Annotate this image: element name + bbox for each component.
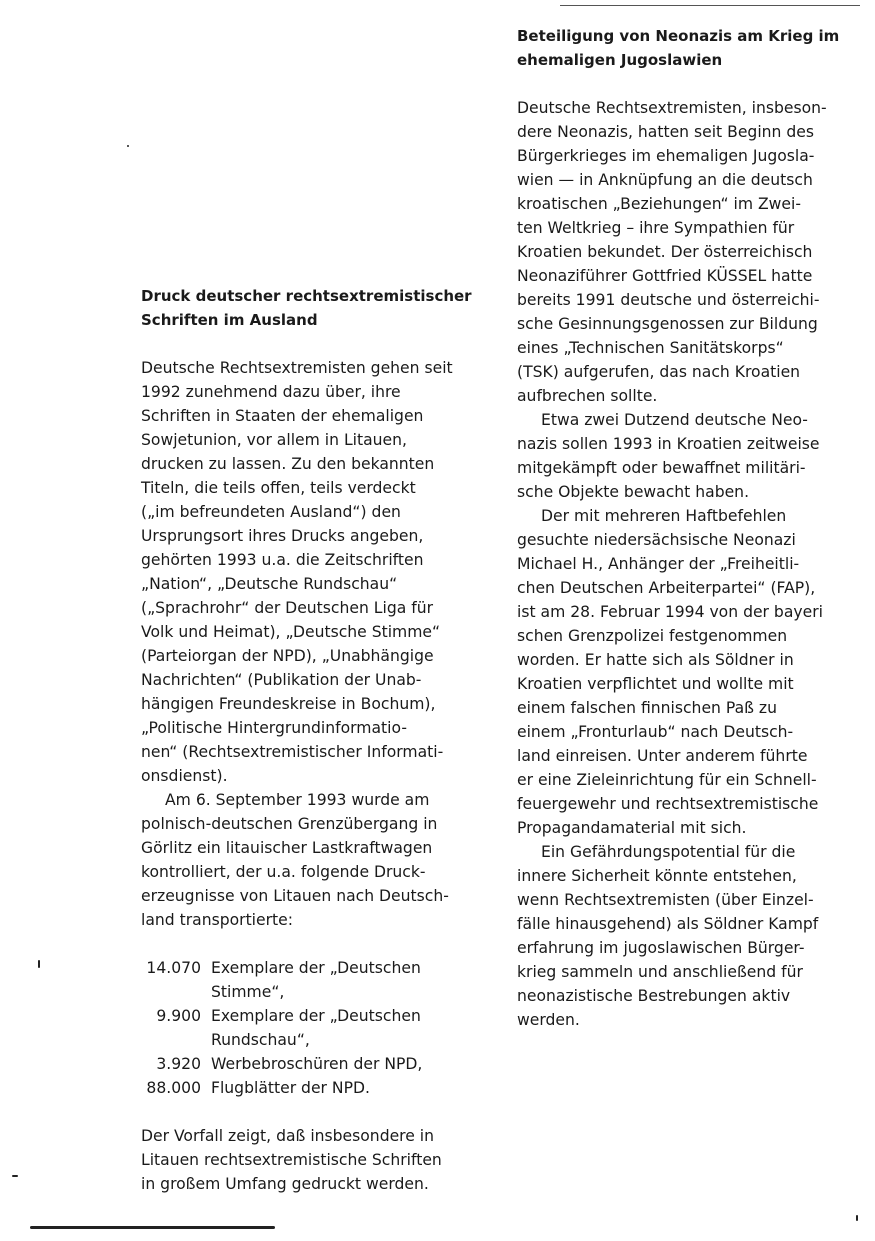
- text-line: innere Sicherheit könnte entstehen,: [517, 867, 797, 885]
- quantity: 9.900: [156, 1007, 201, 1025]
- list-item: [141, 1052, 486, 1076]
- text-line: Schriften in Staaten der ehemaligen: [141, 407, 424, 425]
- text-line: Ein Gefährdungspotential für die: [541, 843, 796, 861]
- paragraph: [141, 788, 486, 932]
- heading-line: Druck deutscher rechtsextremistischer: [141, 287, 472, 305]
- text-line: erzeugnisse von Litauen nach Deutsch-: [141, 887, 449, 905]
- text-line: aufbrechen sollte.: [517, 387, 658, 405]
- item-text: Exemplare der „Deutschen: [211, 1007, 421, 1025]
- scan-dot: [127, 145, 129, 147]
- text-line: Sowjetunion, vor allem in Litauen,: [141, 431, 407, 449]
- text-line: krieg sammeln und anschließend für: [517, 963, 803, 981]
- text-line: in großem Umfang gedruckt werden.: [141, 1175, 429, 1193]
- scan-dot: [856, 1215, 858, 1221]
- text-line: hängigen Freundeskreise in Bochum),: [141, 695, 436, 713]
- scan-dot: [38, 960, 40, 968]
- text-line: neonazistische Bestrebungen aktiv: [517, 987, 791, 1005]
- text-line: worden. Er hatte sich als Söldner in: [517, 651, 794, 669]
- heading-line: Schriften im Ausland: [141, 311, 318, 329]
- text-line: land einreisen. Unter anderem führte: [517, 747, 808, 765]
- list-item: [141, 956, 486, 1004]
- shipment-list: [141, 956, 486, 1100]
- text-line: Deutsche Rechtsextremisten gehen seit: [141, 359, 453, 377]
- text-line: ten Weltkrieg – ihre Sympathien für: [517, 219, 795, 237]
- text-line: nen“ (Rechtsextremistischer Informati-: [141, 743, 444, 761]
- paragraph: [517, 840, 875, 1032]
- text-line: Am 6. September 1993 wurde am: [165, 791, 430, 809]
- text-line: Kroatien verpflichtet und wollte mit: [517, 675, 794, 693]
- text-line: Nachrichten“ (Publikation der Unab-: [141, 671, 422, 689]
- quantity: 88.000: [146, 1079, 201, 1097]
- text-line: „Nation“, „Deutsche Rundschau“: [141, 575, 398, 593]
- text-line: erfahrung im jugoslawischen Bürger-: [517, 939, 805, 957]
- text-line: „Politische Hintergrundinformatio-: [141, 719, 407, 737]
- text-line: wien — in Anknüpfung an die deutsch: [517, 171, 813, 189]
- text-line: Der mit mehreren Haftbefehlen: [541, 507, 787, 525]
- text-line: ist am 28. Februar 1994 von der bayeri: [517, 603, 823, 621]
- item-text: Stimme“,: [211, 983, 285, 1001]
- item-text: Rundschau“,: [211, 1031, 310, 1049]
- text-line: Litauen rechtsextremistische Schriften: [141, 1151, 442, 1169]
- article-neonazis-yugoslavia: [517, 24, 875, 1032]
- text-line: Propagandamaterial mit sich.: [517, 819, 747, 837]
- paragraph: [517, 408, 875, 504]
- item-text: Exemplare der „Deutschen: [211, 959, 421, 977]
- heading-line: ehemaligen Jugoslawien: [517, 51, 723, 69]
- scan-smudge-bottom: [30, 1226, 275, 1229]
- text-line: („im befreundeten Ausland“) den: [141, 503, 401, 521]
- text-line: fälle hinausgehend) als Söldner Kampf: [517, 915, 819, 933]
- item-text: Flugblätter der NPD.: [211, 1079, 370, 1097]
- text-line: Görlitz ein litauischer Lastkraftwagen: [141, 839, 433, 857]
- scan-dot: [12, 1175, 18, 1177]
- text-line: (TSK) aufgerufen, das nach Kroatien: [517, 363, 801, 381]
- text-line: nazis sollen 1993 in Kroatien zeitweise: [517, 435, 820, 453]
- text-line: wenn Rechtsextremisten (über Einzel-: [517, 891, 814, 909]
- text-line: (Parteiorgan der NPD), „Unabhängige: [141, 647, 434, 665]
- list-item: [141, 1004, 486, 1052]
- heading-line: Beteiligung von Neonazis am Krieg im: [517, 27, 840, 45]
- text-line: werden.: [517, 1011, 580, 1029]
- text-line: onsdienst).: [141, 767, 228, 785]
- text-line: einem falschen finnischen Paß zu: [517, 699, 777, 717]
- text-line: land transportierte:: [141, 911, 293, 929]
- text-line: Michael H., Anhänger der „Freiheitli-: [517, 555, 800, 573]
- text-line: Bürgerkrieges im ehemaligen Jugosla-: [517, 147, 815, 165]
- text-line: Etwa zwei Dutzend deutsche Neo-: [541, 411, 808, 429]
- heading-printing-abroad: [141, 284, 486, 332]
- text-line: drucken zu lassen. Zu den bekannten: [141, 455, 435, 473]
- paragraph: [141, 356, 486, 788]
- text-line: Volk und Heimat), „Deutsche Stimme“: [141, 623, 441, 641]
- text-line: sche Objekte bewacht haben.: [517, 483, 750, 501]
- paragraph: [517, 96, 875, 408]
- text-line: Ursprungsort ihres Drucks angeben,: [141, 527, 424, 545]
- text-line: 1992 zunehmend dazu über, ihre: [141, 383, 401, 401]
- text-line: gehörten 1993 u.a. die Zeitschriften: [141, 551, 424, 569]
- article-printing-abroad: [141, 284, 486, 1196]
- text-line: dere Neonazis, hatten seit Beginn des: [517, 123, 814, 141]
- paragraph: [141, 1124, 486, 1196]
- text-line: Deutsche Rechtsextremisten, insbeson-: [517, 99, 827, 117]
- text-line: („Sprachrohr“ der Deutschen Liga für: [141, 599, 434, 617]
- text-line: polnisch-deutschen Grenzübergang in: [141, 815, 438, 833]
- text-line: kroatischen „Beziehungen“ im Zwei-: [517, 195, 801, 213]
- text-line: schen Grenzpolizei festgenommen: [517, 627, 788, 645]
- text-line: Neonaziführer Gottfried KÜSSEL hatte: [517, 267, 813, 285]
- paragraph: [517, 504, 875, 840]
- text-line: er eine Zieleinrichtung für ein Schnell-: [517, 771, 817, 789]
- text-line: sche Gesinnungsgenossen zur Bildung: [517, 315, 818, 333]
- text-line: Titeln, die teils offen, teils verdeckt: [141, 479, 416, 497]
- list-item: [141, 1076, 486, 1100]
- scan-line-top: [560, 5, 860, 6]
- text-line: bereits 1991 deutsche und österreichi-: [517, 291, 820, 309]
- item-text: Werbebroschüren der NPD,: [211, 1055, 423, 1073]
- quantity: 3.920: [156, 1055, 201, 1073]
- text-line: kontrolliert, der u.a. folgende Druck-: [141, 863, 426, 881]
- text-line: gesuchte niedersächsische Neonazi: [517, 531, 796, 549]
- text-line: Kroatien bekundet. Der österreichisch: [517, 243, 813, 261]
- text-line: eines „Technischen Sanitätskorps“: [517, 339, 784, 357]
- quantity: 14.070: [146, 959, 201, 977]
- text-line: einem „Fronturlaub“ nach Deutsch-: [517, 723, 794, 741]
- heading-neonazis-yugoslavia: [517, 24, 875, 72]
- text-line: chen Deutschen Arbeiterpartei“ (FAP),: [517, 579, 816, 597]
- text-line: mitgekämpft oder bewaffnet militäri-: [517, 459, 806, 477]
- text-line: Der Vorfall zeigt, daß insbesondere in: [141, 1127, 435, 1145]
- text-line: feuergewehr und rechtsextremistische: [517, 795, 819, 813]
